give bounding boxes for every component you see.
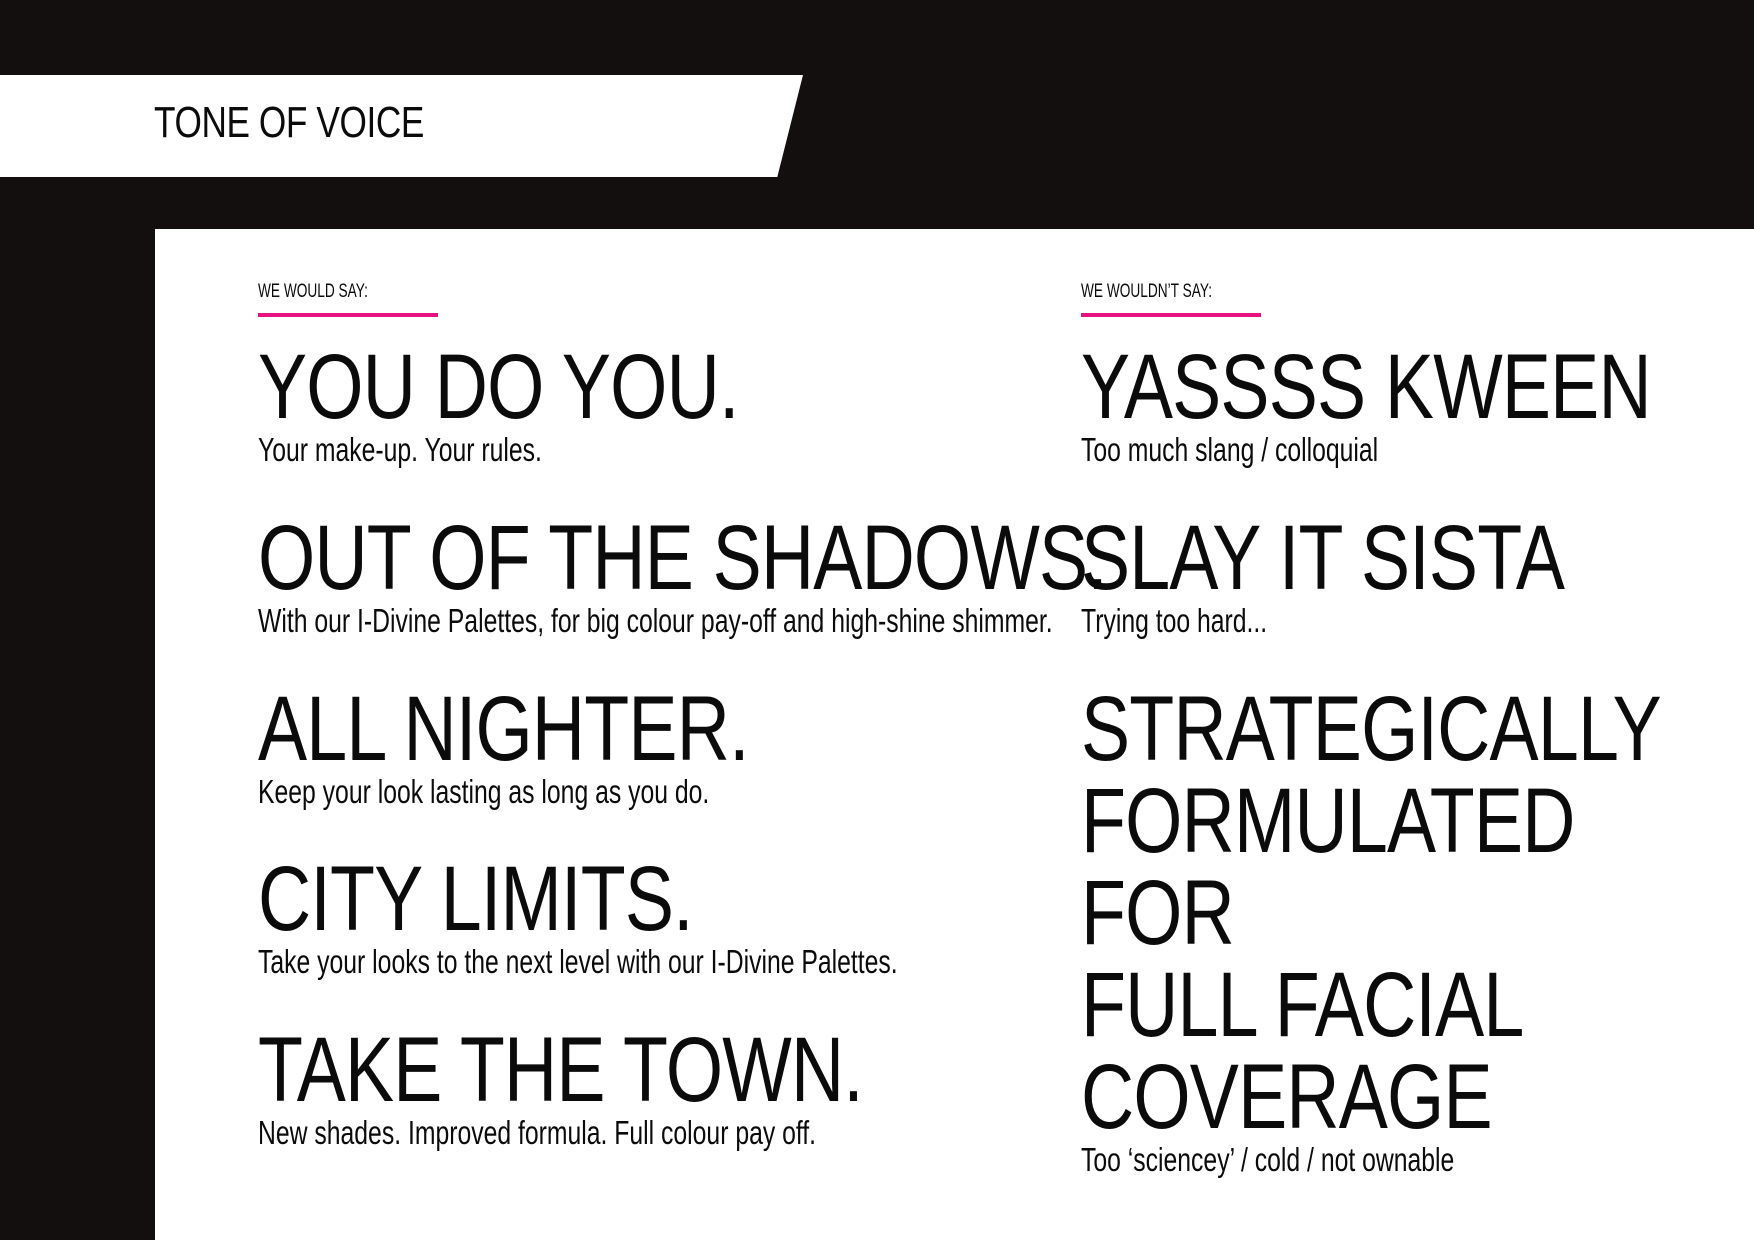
would-say-subtext: Your make-up. Your rules. [258,431,542,468]
wouldnt-say-item [1081,678,1754,1179]
content-panel [155,229,1754,1240]
would-say-subtext: New shades. Improved formula. Full colour pay off. [258,1114,817,1151]
wouldnt-say-subtext: Too ‘sciencey’ / cold / not ownable [1081,1141,1455,1178]
wouldnt-say-headline: YASSSS KWEEN [1081,336,1651,438]
wouldnt-say-headline: SLAY IT SISTA [1081,507,1565,609]
would-say-label: WE WOULD SAY: [258,281,368,302]
would-say-item [258,336,859,469]
wouldnt-say-underline [1081,313,1261,317]
would-say-subtext: Take your looks to the next level with our I-Divine Palettes. [258,943,898,980]
would-say-headline: OUT OF THE SHADOWS. [258,507,1107,609]
would-say-underline [258,313,438,317]
wouldnt-say-headline: STRATEGICALLY FORMULATED FOR FULL FACIAL COVERAGE [1081,678,1661,1148]
wouldnt-say-label: WE WOULDN’T SAY: [1081,281,1212,302]
wouldnt-say-item [1081,336,1754,469]
would-say-subtext: With our I-Divine Palettes, for big colour pay-off and high-shine shimmer. [258,602,1053,639]
would-say-headline: TAKE THE TOWN. [258,1019,863,1121]
would-say-headline: ALL NIGHTER. [258,678,749,780]
wouldnt-say-item [1081,507,1685,640]
would-say-headline: YOU DO YOU. [258,336,739,438]
would-say-item [258,1019,1014,1152]
wouldnt-say-subtext: Trying too hard... [1081,602,1268,639]
would-say-headline: CITY LIMITS. [258,848,693,950]
page-title: TONE OF VOICE [154,98,424,147]
would-say-item [258,848,1111,981]
wouldnt-say-subtext: Too much slang / colloquial [1081,431,1379,468]
would-say-subtext: Keep your look lasting as long as you do. [258,773,710,810]
would-say-item [258,678,871,811]
